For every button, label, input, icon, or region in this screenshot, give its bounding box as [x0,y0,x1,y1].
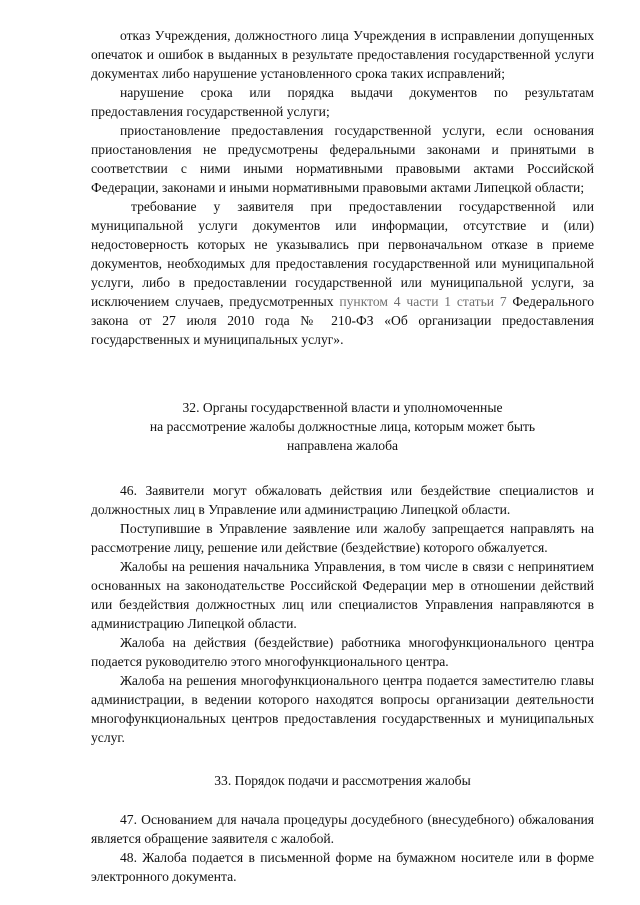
paragraph-mfc-decisions: Жалоба на решения многофункционального центра подается заместителю главы администрации, в ведении которого находятся вопросы организации деятельности многофункциональных центров предоставления государственных и муниципальных услуг. [91,673,594,745]
section-32-heading-line2: на рассмотрение жалобы должностные лица, которым может быть [149,419,536,434]
spacer [91,349,594,398]
law-reference-link[interactable]: пунктом 4 части 1 статьи 7 [339,294,507,309]
spacer [91,455,594,481]
paragraph-46: 46. Заявители могут обжаловать действия или бездействие специалистов и должностных лиц в Управление или администрацию Липецкой области. [91,483,594,517]
paragraph-suspension: приостановление предоставления государственной услуги, если основания приостановления не предусмотрены федеральными законами и принятыми в соответствии с ними иными нормативными правовыми актами Российской Федерации, законами и иными нормативными правовыми актами Липецкой области; [91,123,594,195]
section-32-heading-line3: направлена жалоба [286,438,399,453]
paragraph-mfc-worker: Жалоба на действия (бездействие) работника многофункционального центра подается руководителю этого многофункционального центра. [91,635,594,669]
paragraph-requirement [91,197,594,349]
paragraph-deadline-violation: нарушение срока или порядка выдачи документов по результатам предоставления государственной услуги; [91,85,594,119]
requirement-text-start: требование у заявителя при предоставлении государственной или муниципальной услуги документов или информации, отсутствие и (или) недостоверность которых не указывались при первоначальном отказе в приеме документов, необходимых для предоставления государственной или муниципальной услуги, либо в предоставлении государственной или муниципальной услуги, за исключением случаев, предусмотренных [91,199,594,309]
paragraph-47: 47. Основанием для начала процедуры досудебного (внесудебного) обжалования является обращение заявителя с жалобой. [91,812,594,846]
spacer [91,747,594,771]
paragraph-head-complaints: Жалобы на решения начальника Управления, в том числе в связи с непринятием основанных на законодательстве Российской Федерации мер в отношении действий или бездействия должностных лиц или специалистов Управления направляются в администрацию Липецкой области. [91,559,594,631]
paragraph-48: 48. Жалоба подается в письменной форме на бумажном носителе или в форме электронного документа. [91,850,594,884]
section-32-heading-line1: 32. Органы государственной власти и уполномоченные [182,400,503,415]
spacer [91,790,594,810]
section-33-heading: 33. Порядок подачи и рассмотрения жалобы [214,773,471,788]
requirement-text-end: Федерального закона от 27 июля 2010 года № 210-ФЗ «Об организации предоставления государственных и муниципальных услуг». [91,294,594,347]
paragraph-forwarding-ban: Поступившие в Управление заявление или жалобу запрещается направлять на рассмотрение лицу, решение или действие (бездействие) которого обжалуется. [91,521,594,555]
document-body [91,26,594,886]
paragraph-correction-refusal: отказ Учреждения, должностного лица Учреждения в исправлении допущенных опечаток и ошибок в выданных в результате предоставления государственной услуги документах либо нарушение установленного срока таких исправлений; [91,28,594,81]
